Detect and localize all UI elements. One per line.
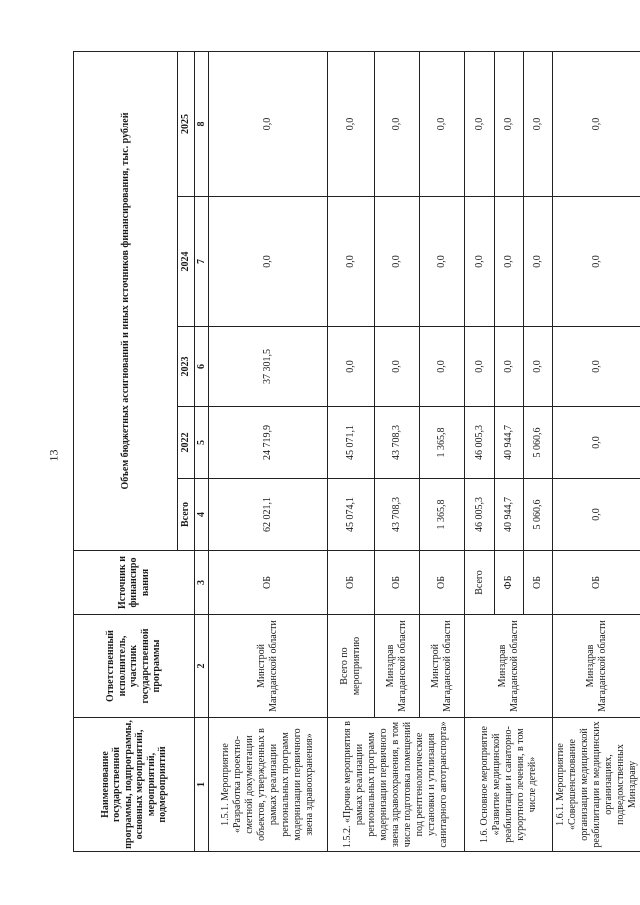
- header-year-2023: 2023: [178, 327, 195, 407]
- table-row: [465, 51, 495, 851]
- value-2023: 0,0: [465, 327, 495, 407]
- value-2022: 0,0: [553, 407, 640, 479]
- source-cell: ОБ: [328, 551, 375, 615]
- value-total: 40 944,7: [495, 479, 524, 551]
- executor-cell: Минстрой Магаданской области: [420, 615, 465, 718]
- value-2024: 0,0: [465, 197, 495, 327]
- header-year-2024: 2024: [178, 197, 195, 327]
- header-total: Всего: [178, 479, 195, 551]
- value-2024: 0,0: [375, 197, 420, 327]
- table-row: [209, 51, 328, 851]
- value-2024: 0,0: [420, 197, 465, 327]
- header-year-2022: 2022: [178, 407, 195, 479]
- table-row: [328, 51, 375, 851]
- value-2025: 0,0: [375, 51, 420, 196]
- value-2023: 0,0: [495, 327, 524, 407]
- activity-name: 1.6.1. Мероприятие «Совершенствование организации медицинской реабилитации в медицинских организациях, подведомственных Минздраву: [553, 718, 640, 852]
- column-number: 8: [195, 51, 209, 196]
- value-2025: 0,0: [553, 51, 640, 196]
- value-2022: 45 071,1: [328, 407, 375, 479]
- column-number: 2: [195, 615, 209, 718]
- executor-cell: Минстрой Магаданской области: [209, 615, 328, 718]
- page-number: 13: [46, 449, 61, 462]
- column-number: 5: [195, 407, 209, 479]
- source-cell: ОБ: [553, 551, 640, 615]
- source-cell: ОБ: [209, 551, 328, 615]
- value-total: 43 708,3: [375, 479, 420, 551]
- value-2024: 0,0: [328, 197, 375, 327]
- column-number: 6: [195, 327, 209, 407]
- value-2023: 0,0: [328, 327, 375, 407]
- header-year-2025: 2025: [178, 51, 195, 196]
- value-total: 1 365,8: [420, 479, 465, 551]
- value-2023: 0,0: [375, 327, 420, 407]
- executor-cell: Минздрав Магаданской области: [375, 615, 420, 718]
- value-total: 0,0: [553, 479, 640, 551]
- value-2022: 1 365,8: [420, 407, 465, 479]
- header-source: Источник и финансиро вания: [74, 551, 195, 615]
- value-2025: 0,0: [420, 51, 465, 196]
- rotated-table-container: [73, 52, 640, 852]
- activity-name: 1.5.1. Мероприятие «Разработка проектно-сметной документации объектов, утвержденных в рамках реализации региональных программ модернизации первичного звена здравоохранения»: [209, 718, 328, 852]
- value-total: 45 074,1: [328, 479, 375, 551]
- activity-name: 1.5.2. «Прочие мероприятия в рамках реализации региональных программ модернизации первичного звена здравоохранения, в том числе подготовка помещений под рентгенологические установки и утилизация санитарного автотранспорта»: [328, 718, 465, 852]
- header-program-name: Наименование государственной программы, подпрограммы, основных мероприятий, мероприятий, подмероприятий: [74, 718, 195, 852]
- value-2022: 5 060,6: [524, 407, 553, 479]
- value-2023: 0,0: [420, 327, 465, 407]
- value-2022: 40 944,7: [495, 407, 524, 479]
- value-total: 46 005,3: [465, 479, 495, 551]
- value-2025: 0,0: [328, 51, 375, 196]
- value-2025: 0,0: [524, 51, 553, 196]
- header-executor: Ответственный исполнитель, участник государственной программы: [74, 615, 195, 718]
- value-2025: 0,0: [209, 51, 328, 196]
- executor-cell: Минздрав Магаданской области: [465, 615, 553, 718]
- column-number: 4: [195, 479, 209, 551]
- value-total: 5 060,6: [524, 479, 553, 551]
- value-2023: 0,0: [553, 327, 640, 407]
- executor-cell: Всего по мероприятию: [328, 615, 375, 718]
- column-number: 1: [195, 718, 209, 852]
- value-2022: 24 719,9: [209, 407, 328, 479]
- executor-cell: Минздрав Магаданской области: [553, 615, 640, 718]
- financing-table: [73, 51, 640, 852]
- source-cell: ОБ: [420, 551, 465, 615]
- value-2023: 0,0: [524, 327, 553, 407]
- activity-name: 1.6. Основное мероприятие «Развитие медицинской реабилитации и санаторно-курортного лечения, в том числе детей»: [465, 718, 553, 852]
- column-number: 3: [195, 551, 209, 615]
- source-cell: ОБ: [375, 551, 420, 615]
- header-budget-group: Объем бюджетных ассигнований и иных источников финансирования, тыс. рублей: [74, 51, 178, 550]
- column-number: 7: [195, 197, 209, 327]
- value-2025: 0,0: [495, 51, 524, 196]
- value-2022: 43 708,3: [375, 407, 420, 479]
- value-total: 62 021,1: [209, 479, 328, 551]
- value-2024: 0,0: [524, 197, 553, 327]
- table-row: [553, 51, 640, 851]
- source-cell: Всего: [465, 551, 495, 615]
- value-2024: 0,0: [209, 197, 328, 327]
- value-2025: 0,0: [465, 51, 495, 196]
- value-2023: 37 301,5: [209, 327, 328, 407]
- value-2024: 0,0: [553, 197, 640, 327]
- value-2022: 46 005,3: [465, 407, 495, 479]
- source-cell: ФБ: [495, 551, 524, 615]
- source-cell: ОБ: [524, 551, 553, 615]
- value-2024: 0,0: [495, 197, 524, 327]
